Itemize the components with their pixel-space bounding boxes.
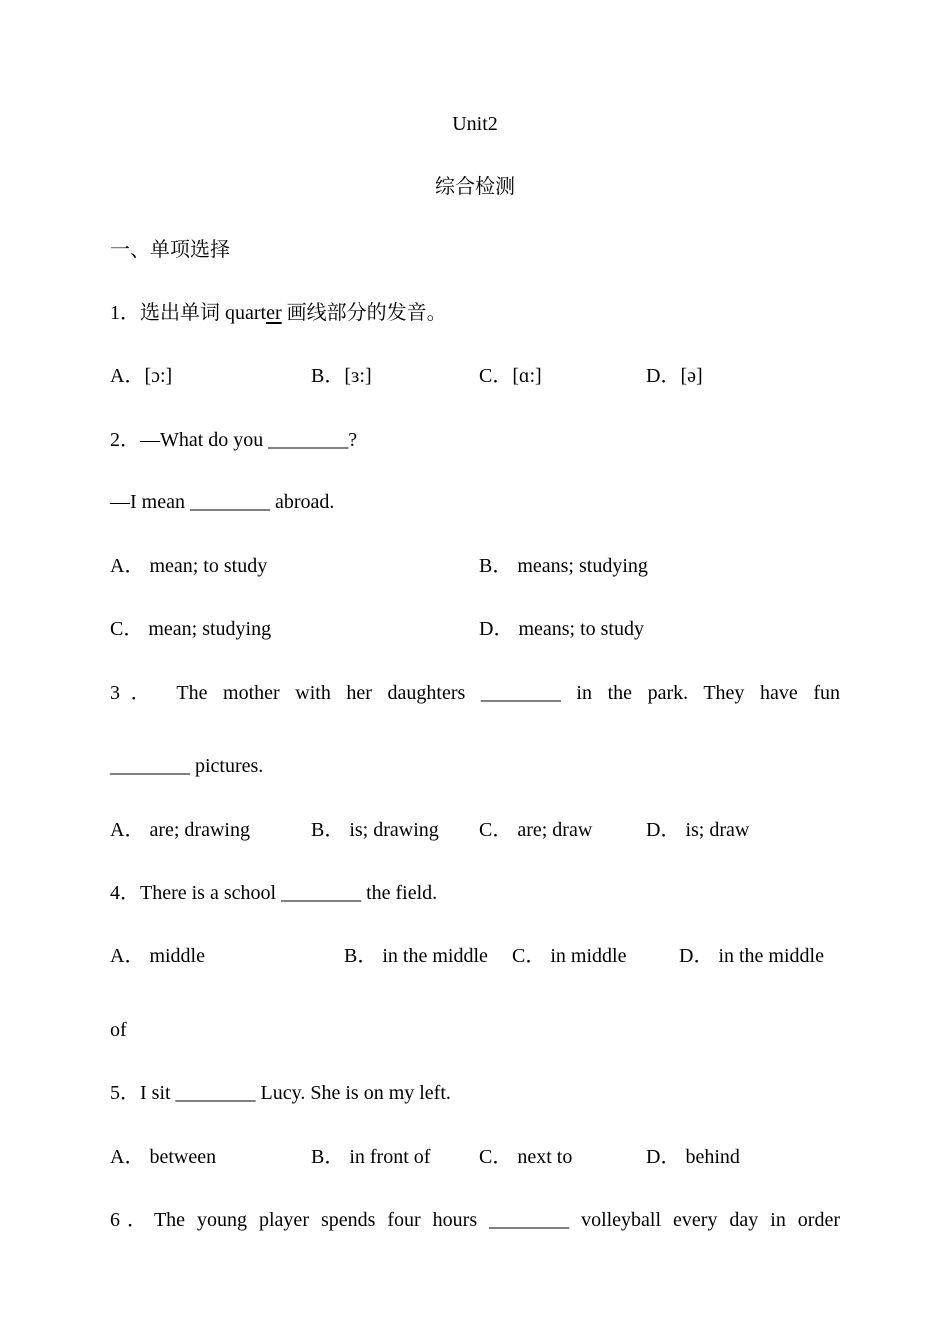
q3-option-b: B． is; drawing [311, 819, 439, 841]
q2-option-d: D． means; to study [479, 618, 644, 640]
q3-option-d: D． is; draw [646, 819, 750, 841]
question-1-word-start: quart [225, 302, 267, 324]
q1-option-b: B．[ɜ:] [311, 365, 372, 387]
q4-option-d: D． in the middle [679, 945, 824, 967]
q5-option-b: B． in front of [311, 1146, 431, 1168]
question-1 [110, 303, 447, 323]
q2-option-a: A． mean; to study [110, 555, 268, 577]
question-1-prefix: 1．选出单词 [110, 302, 225, 324]
q4-option-b: B． in the middle [344, 945, 488, 967]
question-3-line-2: ________ pictures. [110, 755, 264, 777]
question-6-line-1: 6．The young player spends four hours ________ volleyball every day in order [110, 1209, 840, 1231]
q1-option-c: C．[ɑ:] [479, 365, 542, 387]
page-subtitle: 综合检测 [435, 176, 515, 198]
q5-option-c: C． next to [479, 1146, 573, 1168]
question-1-suffix: 画线部分的发音。 [281, 302, 447, 324]
q3-option-a: A． are; drawing [110, 819, 250, 841]
page-title: Unit2 [452, 113, 498, 135]
section-heading: 一、单项选择 [110, 239, 230, 261]
question-2-line-1: 2．—What do you ________? [110, 429, 358, 451]
q3-option-c: C． are; draw [479, 819, 593, 841]
q4-option-d-continuation: of [110, 1019, 127, 1041]
question-1-underlined-part: er [266, 302, 282, 324]
q4-option-a: A． middle [110, 945, 205, 967]
q4-option-c: C． in middle [512, 945, 627, 967]
q1-option-a: A．[ɔ:] [110, 365, 173, 387]
question-5: 5．I sit ________ Lucy. She is on my left. [110, 1082, 451, 1104]
question-4: 4．There is a school ________ the field. [110, 882, 438, 904]
q1-option-d: D．[ə] [646, 365, 703, 387]
question-2-line-2: —I mean ________ abroad. [110, 491, 335, 513]
q5-option-d: D． behind [646, 1146, 740, 1168]
q2-option-c: C． mean; studying [110, 618, 272, 640]
q5-option-a: A． between [110, 1146, 217, 1168]
question-3-line-1: 3． The mother with her daughters ________ in the park. They have fun [110, 682, 840, 704]
q2-option-b: B． means; studying [479, 555, 648, 577]
